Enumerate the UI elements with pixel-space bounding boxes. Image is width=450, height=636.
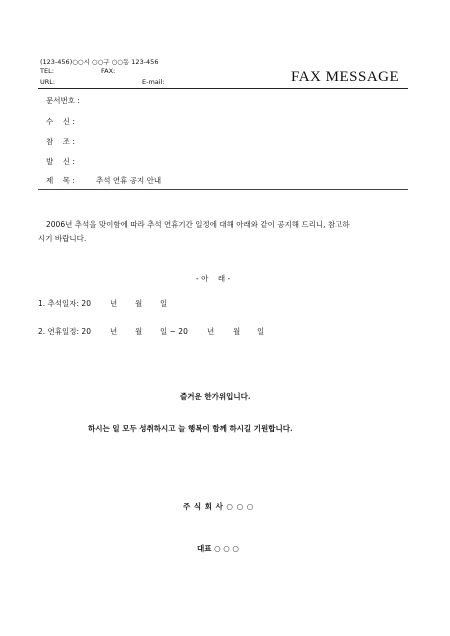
item1-label: 1. 추석일자: 20 (38, 299, 91, 308)
item2-day2: 일 (257, 327, 265, 336)
body-paragraph-line2: 시기 바랍니다. (38, 234, 87, 243)
tel-label: TEL: (40, 67, 54, 75)
company-name: 주 식 회 사 ○ ○ ○ (183, 502, 254, 511)
item2-month: 월 (135, 327, 143, 336)
email-label: E-mail: (142, 78, 165, 86)
item1-year: 년 (110, 299, 118, 308)
item2-month2: 월 (233, 327, 241, 336)
url-label: URL: (40, 78, 56, 86)
item2-day-range: 일 ~ 20 (160, 327, 188, 336)
item1-day: 일 (160, 299, 168, 308)
recipient-label: 수 신 : (46, 117, 75, 126)
ceo-name: 대표 ○ ○ ○ (197, 544, 239, 553)
subject-label: 제 목 : (46, 176, 75, 185)
item2-year: 년 (110, 327, 118, 336)
body-paragraph-line1: 2006년 추석을 맞이함에 따라 추석 연휴기간 일정에 대해 아래와 같이 공지해 드리니, 참고하 (46, 220, 350, 229)
greeting-text: 즐거운 한가위입니다. (180, 392, 251, 401)
fax-label: FAX: (101, 67, 116, 75)
sender-label: 발 신 : (46, 157, 75, 166)
fax-title: FAX MESSAGE (291, 69, 400, 85)
header-divider (38, 88, 408, 89)
notice-heading: - 아 래 - (196, 274, 231, 283)
reference-label: 참 조 : (46, 137, 75, 146)
item1-month: 월 (135, 299, 143, 308)
item2-year2: 년 (207, 327, 215, 336)
doc-number-label: 문서번호 : (46, 96, 80, 105)
subject-value: 추석 연휴 공지 안내 (96, 176, 162, 185)
fields-divider (38, 189, 408, 190)
wish-text: 하시는 일 모두 성취하시고 늘 행복이 함께 하시길 기원합니다. (88, 424, 293, 433)
item2-label: 2. 연휴일정: 20 (38, 327, 91, 336)
sender-address: (123-456)○○시 ○○구 ○○동 123-456 (40, 58, 159, 66)
